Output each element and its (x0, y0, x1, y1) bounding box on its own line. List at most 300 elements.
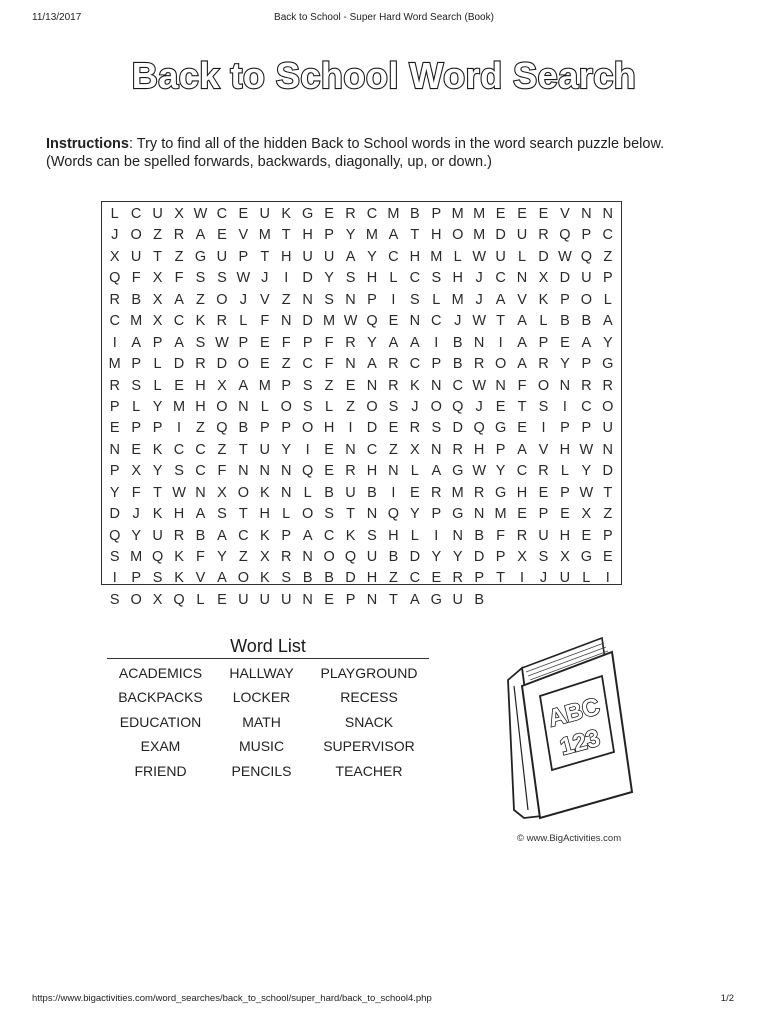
grid-letter: E (217, 227, 227, 244)
grid-letter: Z (388, 441, 398, 458)
grid-letter: E (324, 591, 334, 608)
grid-letter: K (174, 570, 184, 587)
word-list-item: ACADEMICS (118, 665, 203, 681)
grid-letter: V (195, 570, 206, 587)
grid-letter: V (560, 206, 570, 222)
grid-letter: R (109, 377, 120, 394)
grid-letter: P (131, 420, 141, 437)
grid-letter: Y (152, 398, 163, 415)
grid-letter: G (194, 248, 207, 265)
grid-letter: U (302, 248, 313, 265)
grid-letter: R (109, 291, 120, 308)
print-date: 11/13/2017 (32, 12, 82, 23)
grid-letter: T (346, 506, 355, 523)
grid-letter: R (345, 463, 356, 480)
grid-letter: R (602, 377, 614, 394)
grid-letter: H (366, 570, 378, 587)
grid-letter: Y (281, 441, 292, 458)
grid-letter: D (216, 356, 228, 373)
grid-letter: L (260, 398, 269, 415)
grid-letter: E (388, 313, 399, 330)
grid-letter: O (237, 570, 249, 587)
grid-letter: C (409, 570, 421, 587)
grid-letter: A (195, 227, 206, 244)
grid-letter: C (173, 441, 185, 458)
grid-letter: Z (153, 227, 163, 244)
grid-letter: H (259, 506, 271, 523)
grid-letter: H (366, 463, 378, 480)
grid-letter: Q (387, 506, 400, 523)
grid-letter: P (538, 334, 549, 351)
grid-letter: O (280, 398, 292, 415)
grid-letter: L (110, 206, 119, 222)
grid-letter: Q (473, 420, 485, 437)
grid-letter: M (172, 398, 186, 415)
grid-letter: X (538, 270, 549, 287)
grid-letter: R (345, 206, 356, 222)
grid-letter: H (323, 420, 335, 437)
grid-letter: B (367, 484, 377, 501)
grid-letter: K (195, 313, 206, 330)
grid-letter: P (581, 420, 592, 437)
grid-letter: S (109, 549, 120, 565)
grid-letter: N (280, 484, 292, 501)
grid-letter: E (495, 206, 506, 222)
grid-letter: K (259, 527, 270, 544)
grid-letter: I (562, 398, 567, 415)
grid-letter: A (131, 334, 141, 351)
grid-letter: T (153, 248, 163, 265)
grid-letter: E (517, 206, 527, 222)
word-list-item: EDUCATION (119, 713, 202, 730)
grid-letter: W (172, 484, 186, 501)
grid-letter: P (281, 420, 292, 437)
grid-letter: A (517, 334, 527, 351)
grid-letter: E (324, 463, 334, 480)
grid-letter: A (174, 334, 184, 351)
grid-letter: G (580, 549, 592, 565)
grid-letter: B (474, 591, 484, 608)
grid-letter: H (195, 377, 206, 394)
grid-letter: Z (346, 398, 355, 415)
grid-letter: N (473, 334, 485, 351)
grid-letter: P (131, 356, 141, 373)
grid-letter: K (345, 527, 356, 544)
grid-letter: L (432, 291, 441, 308)
grid-letter: L (303, 484, 312, 501)
grid-letter: P (474, 570, 484, 587)
grid-letter: L (153, 356, 162, 373)
grid-letter: H (559, 527, 571, 544)
grid-letter: D (302, 270, 313, 287)
grid-letter: R (581, 377, 592, 394)
grid-letter: Q (452, 398, 464, 415)
grid-letter: N (409, 313, 421, 330)
grid-letter: E (538, 484, 549, 501)
grid-letter: A (602, 313, 613, 330)
grid-letter: Q (302, 463, 314, 480)
word-list-item: HALLWAY (229, 665, 294, 681)
grid-letter: K (259, 484, 270, 501)
grid-letter: K (152, 441, 163, 458)
grid-letter: L (153, 377, 162, 394)
grid-letter: C (516, 463, 528, 480)
grid-letter: P (324, 227, 334, 244)
grid-letter: L (410, 527, 419, 544)
grid-letter: O (430, 398, 442, 415)
grid-letter: B (388, 549, 399, 565)
grid-letter: G (602, 356, 614, 373)
grid-letter: S (195, 334, 206, 351)
grid-letter: L (582, 570, 591, 587)
grid-letter: G (452, 506, 464, 523)
grid-letter: R (538, 463, 549, 480)
grid-letter: W (343, 313, 358, 330)
grid-letter: P (281, 377, 292, 394)
grid-letter: O (216, 398, 228, 415)
grid-letter: N (302, 291, 313, 308)
grid-letter: O (237, 356, 249, 373)
grid-letter: R (173, 227, 185, 244)
grid-letter: P (602, 270, 613, 287)
grid-letter: C (195, 463, 206, 480)
grid-letter: C (173, 313, 185, 330)
grid-letter: N (516, 270, 528, 287)
grid-letter: B (581, 313, 592, 330)
book-label-numbers: 123 (557, 724, 603, 761)
grid-letter: Y (431, 549, 442, 565)
grid-letter: O (452, 227, 464, 244)
grid-letter: R (452, 570, 463, 587)
grid-letter: T (517, 398, 527, 415)
grid-letter: Q (559, 227, 571, 244)
grid-letter: O (537, 377, 550, 394)
grid-letter: L (517, 248, 527, 265)
grid-letter: M (130, 549, 143, 565)
grid-letter: M (387, 206, 400, 222)
grid-letter: A (388, 334, 399, 351)
grid-letter: N (473, 506, 485, 523)
grid-letter: N (559, 377, 571, 394)
grid-letter: S (302, 398, 313, 415)
grid-letter: O (494, 356, 507, 373)
instructions-note: (Words can be spelled forwards, backwards, diagonally, up, or down.) (46, 154, 492, 170)
grid-letter: X (217, 377, 227, 394)
grid-letter: D (409, 549, 421, 565)
grid-letter: X (517, 549, 527, 565)
grid-letter: N (366, 506, 378, 523)
grid-letter: M (451, 291, 464, 308)
instructions-label: Instructions (46, 136, 129, 152)
grid-letter: N (366, 591, 378, 608)
word-list-item: TEACHER (335, 762, 403, 779)
grid-letter: I (605, 570, 610, 587)
grid-letter: R (538, 356, 549, 373)
grid-letter: A (217, 527, 227, 544)
grid-letter: I (112, 334, 117, 351)
grid-letter: T (153, 484, 163, 501)
grid-letter: Q (173, 591, 185, 608)
grid-letter: A (238, 377, 249, 394)
grid-letter: H (473, 441, 485, 458)
grid-letter: N (581, 206, 592, 222)
grid-letter: Y (152, 463, 163, 480)
grid-letter: C (216, 206, 228, 222)
grid-letter: E (174, 377, 184, 394)
instructions-text: : Try to find all of the hidden Back to School words in the word search puzzle below. (128, 136, 665, 152)
grid-letter: P (302, 334, 313, 351)
grid-letter: U (130, 248, 142, 265)
grid-letter: C (431, 313, 442, 330)
grid-letter: R (195, 356, 206, 373)
grid-letter: N (280, 313, 292, 330)
grid-letter: D (109, 506, 120, 523)
grid-letter: P (152, 420, 163, 437)
grid-letter: Z (603, 248, 613, 265)
word-list (107, 664, 429, 786)
grid-letter: L (132, 398, 141, 415)
grid-letter: R (473, 356, 485, 373)
grid-letter: Q (366, 313, 378, 330)
grid-letter: U (495, 248, 506, 265)
grid-letter: R (516, 527, 528, 544)
grid-letter: S (410, 291, 420, 308)
grid-letter: S (195, 270, 206, 287)
grid-letter: A (431, 463, 442, 480)
grid-letter: F (131, 270, 141, 287)
grid-letter: U (238, 591, 249, 608)
word-list-item: MUSIC (238, 738, 285, 755)
grid-letter: T (496, 570, 506, 587)
grid-letter: E (517, 420, 527, 437)
grid-letter: J (454, 313, 462, 330)
grid-letter: Z (281, 291, 291, 308)
grid-letter: Z (196, 420, 205, 437)
grid-letter: E (259, 334, 270, 351)
grid-letter: F (324, 334, 334, 351)
grid-letter: Q (344, 549, 357, 565)
grid-letter: C (366, 441, 378, 458)
grid-letter: P (560, 420, 570, 437)
grid-letter: A (517, 441, 527, 458)
grid-letter: F (281, 334, 291, 351)
grid-letter: N (195, 484, 206, 501)
grid-letter: B (324, 484, 334, 501)
grid-letter: Q (109, 270, 121, 287)
grid-letter: U (216, 248, 228, 265)
grid-letter: N (452, 527, 463, 544)
grid-letter: Y (131, 527, 141, 544)
grid-letter: F (217, 463, 227, 480)
grid-letter: F (131, 484, 141, 501)
word-list-divider (107, 658, 429, 659)
grid-letter: R (538, 227, 549, 244)
footer-page-number: 1/2 (720, 993, 734, 1004)
grid-letter: S (345, 270, 356, 287)
footer-url: https://www.bigactivities.com/word_searches/back_to_school/super_hard/back_to_school4.php (32, 993, 432, 1004)
grid-letter: X (259, 549, 270, 565)
grid-letter: L (239, 313, 248, 330)
book-label-letters: ABC (545, 692, 603, 733)
grid-letter: H (280, 248, 292, 265)
grid-letter: F (196, 549, 205, 565)
grid-letter: L (539, 313, 548, 330)
grid-letter: W (579, 441, 594, 458)
grid-letter: D (173, 356, 185, 373)
grid-letter: X (152, 291, 163, 308)
grid-letter: I (305, 441, 310, 458)
grid-letter: E (259, 356, 270, 373)
grid-letter: T (238, 441, 248, 458)
grid-letter: B (410, 206, 420, 222)
grid-letter: H (452, 270, 463, 287)
grid-letter: D (345, 570, 356, 587)
word-list-item: SNACK (344, 713, 394, 730)
grid-letter: B (131, 291, 141, 308)
grid-letter: P (431, 506, 442, 523)
grid-letter: O (216, 291, 228, 308)
word-list-item: PENCILS (231, 762, 292, 779)
grid-letter: L (389, 270, 398, 287)
grid-letter: E (517, 506, 527, 523)
grid-letter: V (517, 291, 527, 308)
grid-letter: M (258, 227, 271, 244)
grid-letter: S (367, 527, 377, 544)
grid-letter: D (495, 227, 506, 244)
grid-letter: S (217, 270, 227, 287)
grid-letter: S (431, 420, 442, 437)
grid-letter: P (495, 441, 506, 458)
grid-letter: P (131, 570, 141, 587)
grid-letter: H (195, 398, 206, 415)
grid-letter: D (366, 420, 378, 437)
grid-letter: Y (324, 270, 334, 287)
book-illustration (490, 634, 650, 824)
grid-letter: N (602, 441, 614, 458)
grid-letter: R (431, 484, 442, 501)
grid-letter: V (538, 441, 549, 458)
grid-letter: N (602, 206, 614, 222)
grid-letter: K (152, 506, 163, 523)
grid-letter: O (323, 549, 335, 565)
grid-letter: X (174, 206, 184, 222)
grid-letter: M (323, 313, 336, 330)
grid-letter: P (560, 484, 570, 501)
grid-letter: U (516, 227, 528, 244)
grid-letter: E (238, 206, 249, 222)
grid-letter: P (581, 227, 592, 244)
grid-letter: P (581, 356, 592, 373)
grid-letter: U (559, 570, 571, 587)
grid-letter: F (517, 377, 527, 394)
grid-letter: Y (581, 463, 592, 480)
image-credit: © www.BigActivities.com (517, 833, 622, 844)
grid-letter: I (112, 570, 117, 587)
grid-letter: S (431, 270, 442, 287)
grid-letter: M (130, 313, 143, 330)
grid-letter: R (388, 356, 399, 373)
grid-letter: N (431, 377, 442, 394)
grid-letter: J (475, 398, 483, 415)
grid-letter: I (541, 420, 546, 437)
grid-letter: B (238, 420, 249, 437)
grid-letter: I (520, 570, 525, 587)
grid-letter: U (152, 527, 163, 544)
grid-letter: W (558, 248, 572, 265)
grid-letter: Z (281, 356, 291, 373)
grid-letter: E (581, 527, 592, 544)
grid-letter: A (302, 527, 313, 544)
grid-letter: E (345, 377, 356, 394)
word-list-title: Word List (230, 636, 306, 656)
grid-letter: O (302, 506, 314, 523)
grid-letter: M (473, 227, 486, 244)
grid-letter: N (238, 398, 249, 415)
grid-letter: D (452, 420, 463, 437)
grid-letter: L (410, 463, 419, 480)
grid-letter: M (430, 248, 443, 265)
grid-letter: S (174, 463, 184, 480)
grid-letter: B (452, 334, 463, 351)
grid-letter: L (453, 248, 462, 265)
grid-letter: V (259, 291, 270, 308)
grid-letter: K (410, 377, 420, 394)
grid-letter: I (177, 420, 182, 437)
grid-letter: F (174, 270, 184, 287)
grid-letter: X (560, 549, 570, 565)
grid-letter: N (259, 463, 271, 480)
grid-letter: E (538, 206, 549, 222)
grid-letter: H (559, 441, 571, 458)
grid-letter: W (472, 313, 486, 330)
grid-letter: R (345, 334, 356, 351)
grid-letter: K (174, 549, 184, 565)
word-list-item: FRIEND (134, 762, 187, 779)
grid-letter: Q (151, 549, 164, 565)
grid-letter: C (109, 313, 120, 330)
grid-letter: L (325, 398, 334, 415)
grid-letter: O (366, 398, 378, 415)
grid-letter: S (109, 591, 120, 608)
grid-letter: P (238, 334, 249, 351)
grid-letter: M (451, 206, 464, 222)
grid-letter: S (217, 506, 227, 523)
grid-letter: S (131, 377, 141, 394)
grid-letter: X (152, 591, 163, 608)
grid-letter: H (388, 527, 399, 544)
grid-letter: I (434, 527, 439, 544)
grid-letter: Y (602, 334, 613, 351)
grid-letter: F (324, 356, 334, 373)
print-page-title: Back to School - Super Hard Word Search (Book) (274, 12, 494, 23)
grid-letter: Z (324, 377, 334, 394)
grid-letter: R (409, 420, 421, 437)
grid-letter: C (388, 248, 399, 265)
grid-letter: P (152, 334, 163, 351)
grid-letter: N (345, 291, 356, 308)
grid-letter: C (366, 206, 378, 222)
grid-letter: P (367, 291, 377, 308)
grid-letter: D (538, 248, 549, 265)
word-list-item: PLAYGROUND (320, 665, 418, 681)
grid-letter: N (302, 549, 313, 565)
grid-letter: E (388, 420, 399, 437)
grid-letter: M (473, 206, 486, 222)
grid-letter: R (216, 313, 228, 330)
grid-letter: E (495, 398, 506, 415)
grid-letter: D (602, 463, 614, 480)
grid-letter: N (366, 377, 378, 394)
